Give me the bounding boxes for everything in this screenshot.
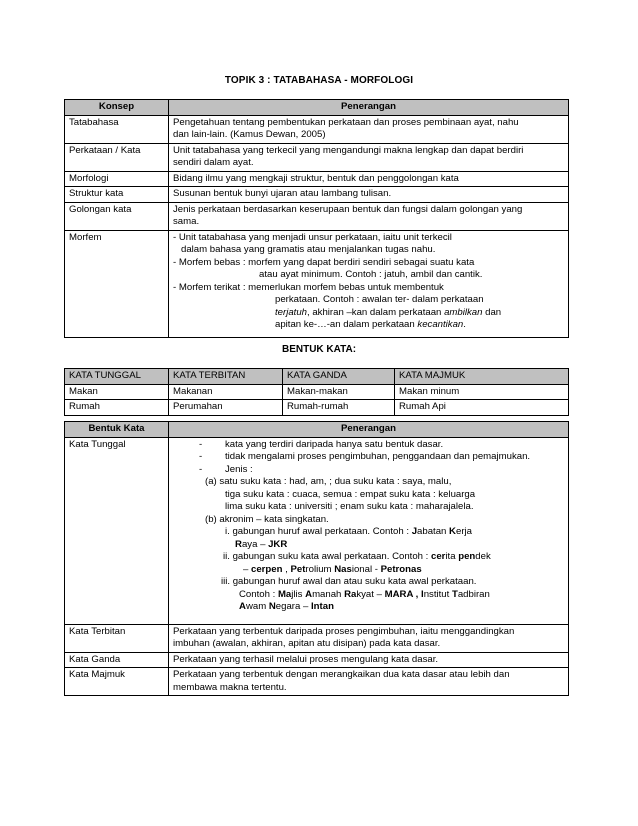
desc-cell (169, 437, 569, 624)
table-header-row (65, 369, 569, 385)
desc-line (173, 307, 564, 320)
bold-acronym: Petronas (380, 563, 422, 575)
desc-line: dan lain-lain. (Kamus Dewan, 2005) (173, 129, 326, 140)
column-header: KATA TUNGGAL (65, 369, 169, 385)
desc-line: membawa makna tertentu. (173, 681, 287, 693)
desc-line: sendiri dalam ayat. (173, 157, 254, 168)
column-header-bentuk-kata: Bentuk Kata (65, 422, 169, 438)
text-part: kata yang terdiri daripada hanya satu bentuk dasar. (225, 438, 444, 450)
desc-cell (169, 115, 569, 143)
table-row-morfem (65, 230, 569, 337)
term-cell: Kata Terbitan (65, 624, 169, 652)
bold-acronym: JKR (268, 538, 288, 550)
desc-line: - Morfem bebas : morfem yang dapat berdiri sendiri sebagai suatu kata (173, 256, 475, 268)
column-header: KATA MAJMUK (395, 369, 569, 385)
italic-word: ambilkan (444, 306, 483, 318)
table-cell: Makanan (169, 384, 283, 400)
desc-cell (169, 143, 569, 171)
table-row (65, 668, 569, 696)
term-cell: Perkataan / Kata (65, 143, 169, 171)
desc-line (173, 464, 564, 477)
table-row (65, 171, 569, 187)
text-part: . (463, 319, 466, 330)
table-cell: Rumah (65, 400, 169, 416)
bold-acronym: Intan (311, 601, 334, 612)
term-cell: Morfem (65, 230, 169, 337)
bold-letter: K (449, 526, 456, 537)
desc-line: Pengetahuan tentang pembentukan perkataan dan proses pembinaan ayat, nahu (173, 116, 519, 128)
desc-line: imbuhan (awalan, akhiran, apitan atu disipan) pada kata dasar. (173, 638, 441, 649)
term-cell: Kata Majmuk (65, 668, 169, 696)
desc-line (173, 551, 564, 564)
text-part: Jenis : (225, 463, 253, 475)
term-cell: Struktur kata (65, 187, 169, 203)
table-row (65, 187, 569, 203)
desc-line: iii. gabungan huruf awal dan atau suku kata awal perkataan. (221, 576, 477, 587)
concept-table (64, 99, 569, 338)
text-part: ii. gabungan suku kata awal perkataan. Contoh : (223, 551, 432, 562)
table-cell: Rumah-rumah (283, 400, 395, 416)
text-part: tidak mengalami proses pengimbuhan, penggandaan dan pemajmukan. (225, 451, 531, 462)
desc-line (173, 439, 564, 452)
table-cell: Makan (65, 384, 169, 400)
bold-syllable: Ra (344, 588, 357, 600)
text-part: erja (455, 526, 472, 537)
table-cell: Perumahan (169, 400, 283, 416)
text-part: aya – (241, 538, 269, 550)
desc-cell (169, 668, 569, 696)
bold-acronym: cerpen (251, 563, 283, 575)
page-title: TOPIK 3 : TATABAHASA - MORFOLOGI (224, 75, 414, 86)
term-cell: Kata Ganda (65, 652, 169, 668)
table-cell: Rumah Api (395, 400, 569, 416)
text-part: i. gabungan huruf awal perkataan. Contoh : (225, 526, 412, 537)
desc-line (173, 589, 564, 602)
desc-line: atau ayat minimum. Contoh : jatuh, ambil dan cantik. (259, 269, 483, 280)
text-part: wam (245, 601, 269, 612)
bold-syllable: Ma (277, 588, 292, 600)
text-part: manah (312, 588, 345, 600)
desc-cell (169, 624, 569, 652)
text-part: rolium (305, 563, 335, 575)
text-part: apitan ke-…-an dalam perkataan (275, 319, 418, 330)
term-cell: Kata Tunggal (65, 437, 169, 624)
table-cell: Makan-makan (283, 384, 395, 400)
bold-letter: N (268, 601, 276, 612)
desc-cell (169, 202, 569, 230)
desc-cell: Perkataan yang terhasil melalui proses mengulang kata dasar. (169, 652, 569, 668)
desc-line: dalam bahasa yang gramatis atau menjalankan tugas nahu. (181, 244, 436, 255)
table-row (65, 384, 569, 400)
desc-line: perkataan. Contoh : awalan ter- dalam perkataan (275, 294, 484, 305)
desc-line (173, 539, 564, 552)
bold-letter: T (451, 588, 458, 600)
bold-syllable: pen (458, 551, 476, 562)
word-form-examples-table (64, 368, 569, 416)
bold-syllable: Pet (290, 563, 306, 575)
column-header-konsep: Konsep (65, 100, 169, 116)
table-row-kata-tunggal (65, 437, 569, 624)
table-cell: Makan minum (395, 384, 569, 400)
desc-cell (169, 230, 569, 337)
table-header-row (65, 422, 569, 438)
desc-line (173, 526, 564, 539)
table-row (65, 624, 569, 652)
table-row (65, 143, 569, 171)
column-header-penerangan: Penerangan (169, 100, 569, 116)
bold-syllable: cer (431, 551, 446, 562)
italic-word: kecantikan (417, 319, 464, 330)
desc-line (173, 319, 564, 332)
desc-line: tiga suku kata : cuaca, semua : empat suku kata : keluarga (225, 488, 476, 500)
text-part: Contoh : (239, 588, 278, 600)
text-part: nstitut (423, 588, 452, 600)
text-part: jlis (291, 588, 306, 600)
bullet-dash: - (199, 438, 203, 450)
term-cell: Golongan kata (65, 202, 169, 230)
desc-line (173, 451, 564, 464)
table-row (65, 400, 569, 416)
text-part: ional - (351, 563, 381, 575)
text-part: ita (445, 551, 459, 562)
table-row (65, 115, 569, 143)
desc-cell: Bidang ilmu yang mengkaji struktur, bentuk dan penggolongan kata (169, 171, 569, 187)
desc-line: Perkataan yang terbentuk dengan merangkaikan dua kata dasar atau lebih dan (173, 669, 510, 680)
text-part: egara – (275, 601, 312, 612)
bold-letter: A (305, 588, 313, 600)
desc-line (173, 564, 564, 577)
desc-line: Perkataan yang terbentuk daripada proses pengimbuhan, iaitu menggandingkan (173, 625, 515, 637)
term-cell: Tatabahasa (65, 115, 169, 143)
desc-line (173, 601, 564, 614)
desc-line: (a) satu suku kata : had, am, ; dua suku kata : saya, malu, (205, 476, 452, 487)
table-row (65, 652, 569, 668)
bold-letter: J (411, 526, 418, 537)
desc-line: Jenis perkataan berdasarkan keserupaan bentuk dan fungsi dalam golongan yang (173, 203, 523, 215)
desc-line: - Morfem terikat : memerlukan morfem bebas untuk membentuk (173, 281, 444, 293)
column-header-penerangan: Penerangan (169, 422, 569, 438)
italic-word: terjatuh (275, 306, 307, 318)
column-header: KATA GANDA (283, 369, 395, 385)
section-subtitle: BENTUK KATA: (281, 344, 357, 355)
column-header: KATA TERBITAN (169, 369, 283, 385)
text-part: dan (482, 306, 502, 318)
desc-line: Unit tatabahasa yang terkecil yang mengandungi makna lengkap dan dapat berdiri (173, 144, 524, 156)
table-row (65, 202, 569, 230)
bold-letter: A (239, 601, 246, 612)
desc-line: lima suku kata : universiti ; enam suku kata : maharajalela. (225, 501, 474, 512)
text-part: , akhiran –kan dalam perkataan (307, 306, 445, 318)
bullet-dash: - (199, 451, 203, 462)
text-part: , (282, 563, 291, 575)
desc-line: - Unit tatabahasa yang menjadi unsur perkataan, iaitu unit terkecil (173, 231, 452, 243)
bullet-dash: - (199, 463, 203, 475)
text-part: – (243, 563, 252, 575)
term-cell: Morfologi (65, 171, 169, 187)
text-part: kyat – (356, 588, 385, 600)
text-part: abatan (417, 526, 450, 537)
table-header-row (65, 100, 569, 116)
bold-syllable: Nas (334, 563, 352, 575)
bold-acronym: MARA , I (384, 588, 424, 600)
bold-letter: R (235, 538, 242, 550)
desc-line: (b) akronim – kata singkatan. (205, 513, 329, 525)
word-form-explanation-table (64, 421, 569, 696)
text-part: dek (475, 551, 491, 562)
text-part: adbiran (457, 588, 490, 600)
desc-line: sama. (173, 216, 200, 227)
desc-cell: Susunan bentuk bunyi ujaran atau lambang tulisan. (169, 187, 569, 203)
